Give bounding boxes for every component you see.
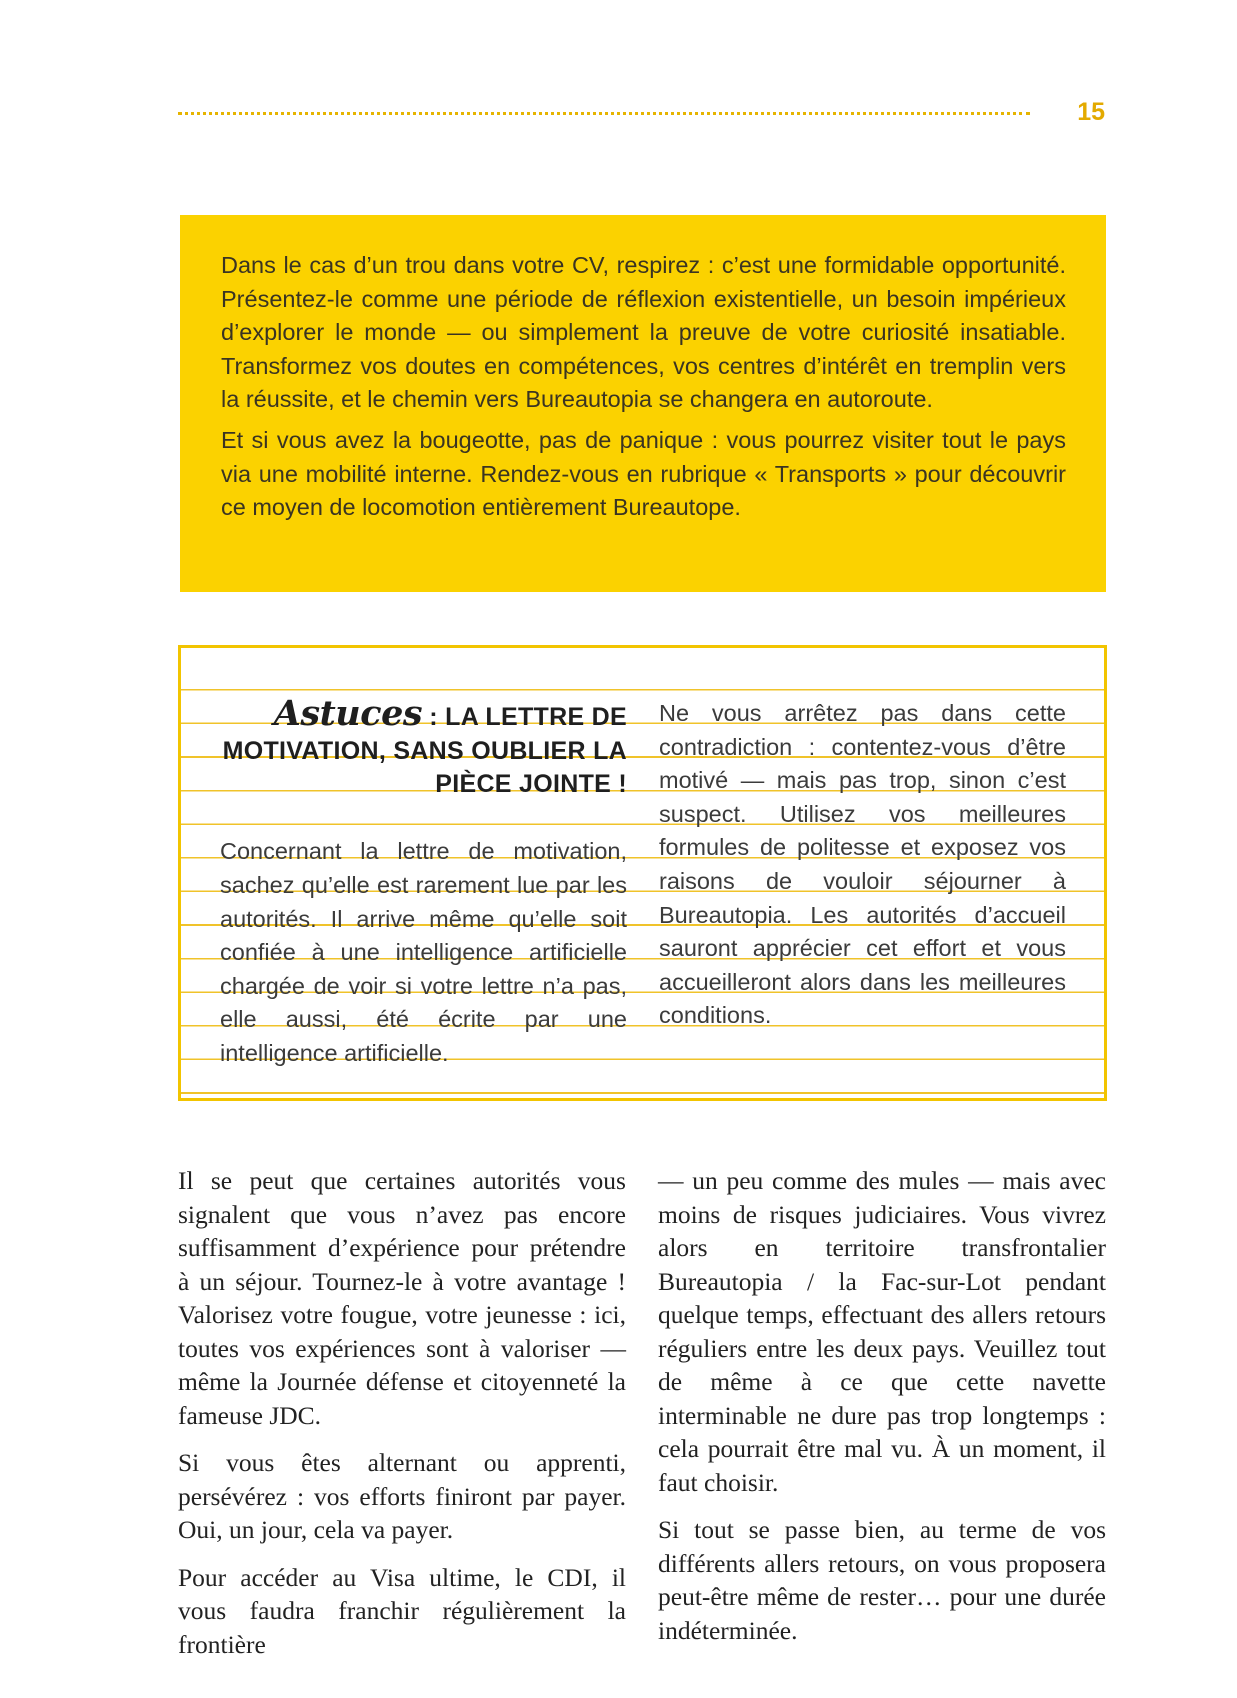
body-paragraph: Pour accéder au Visa ultime, le CDI, il vous faudra franchir régulièrement la frontière: [178, 1562, 626, 1659]
tips-left-text: Concernant la lettre de motivation, sachez qu’elle est rarement lue par les autorités. Il arrive même qu’elle soit confiée à une intelligence artificielle chargée de voir si votre lettre n’a pas, elle aussi, été écrite par une intelligence artificielle.: [220, 838, 627, 1066]
tips-box: [178, 645, 1107, 1101]
tips-left-column: [220, 693, 627, 1071]
intro-paragraph-1: Dans le cas d’un trou dans votre CV, respirez : c’est une formidable opportunité. Présentez-le comme une période de réflexion existentielle, un besoin impérieux d’explorer le monde — ou simplement la preuve de votre curiosité insatiable. Transformez vos doutes en compétences, vos centres d’intérêt en tremplin vers la réussite, et le chemin vers Bureautopia se changera en autoroute.: [221, 252, 1066, 413]
body-paragraph: — un peu comme des mules — mais avec moins de risques judiciaires. Vous vivrez alors en territoire transfrontalier Bureautopia / la Fac-sur-Lot pendant quelque temps, effectuant des allers retours réguliers entre les deux pays. Veuillez tout de même à ce que cette navette interminable ne dure pas trop longtemps : cela pourrait être mal vu. À un moment, il faut choisir.: [658, 1166, 1106, 1497]
intro-paragraph-2: Et si vous avez la bougeotte, pas de panique : vous pourrez visiter tout le pays via une mobilité interne. Rendez-vous en rubrique « Transports » pour découvrir ce moyen de locomotion entièrement Bureautope.: [221, 426, 1066, 521]
tips-title: [220, 693, 627, 802]
body-paragraph: Il se peut que certaines autorités vous signalent que vous n’avez pas encore suffisamment d’expérience pour prétendre à un séjour. Tournez-le à votre avantage ! Valorisez votre fougue, votre jeunesse : ici, toutes vos expériences sont à valoriser — même la Journée défense et citoyenneté la fameuse JDC.: [178, 1166, 626, 1430]
page-number: 15: [1077, 98, 1105, 126]
tips-title-script: Astuces: [273, 693, 423, 734]
header-dotted-rule: [178, 112, 1030, 115]
tips-title-rest: : LA LETTRE DE MOTIVATION, SANS OUBLIER LA PIÈCE JOINTE !: [222, 703, 627, 799]
body-paragraph: Si tout se passe bien, au terme de vos différents allers retours, on vous proposera peut-être même de rester… pour une durée indéterminée.: [658, 1515, 1106, 1645]
body-right-column: [658, 1164, 1106, 1661]
tips-right-text: Ne vous arrêtez pas dans cette contradiction : contentez-vous d’être motivé — mais pas trop, sinon c’est suspect. Utilisez vos meilleures formules de politesse et exposez vos raisons de vouloir séjourner à Bureautopia. Les autorités d’accueil sauront apprécier cet effort et vous accueilleront alors dans les meilleures conditions.: [659, 700, 1066, 1029]
intro-highlight-box: [180, 215, 1106, 592]
body-left-column: [178, 1164, 626, 1675]
tips-right-column: [659, 697, 1066, 1033]
body-paragraph: Si vous êtes alternant ou apprenti, persévérez : vos efforts finiront par payer. Oui, un jour, cela va payer.: [178, 1448, 626, 1544]
